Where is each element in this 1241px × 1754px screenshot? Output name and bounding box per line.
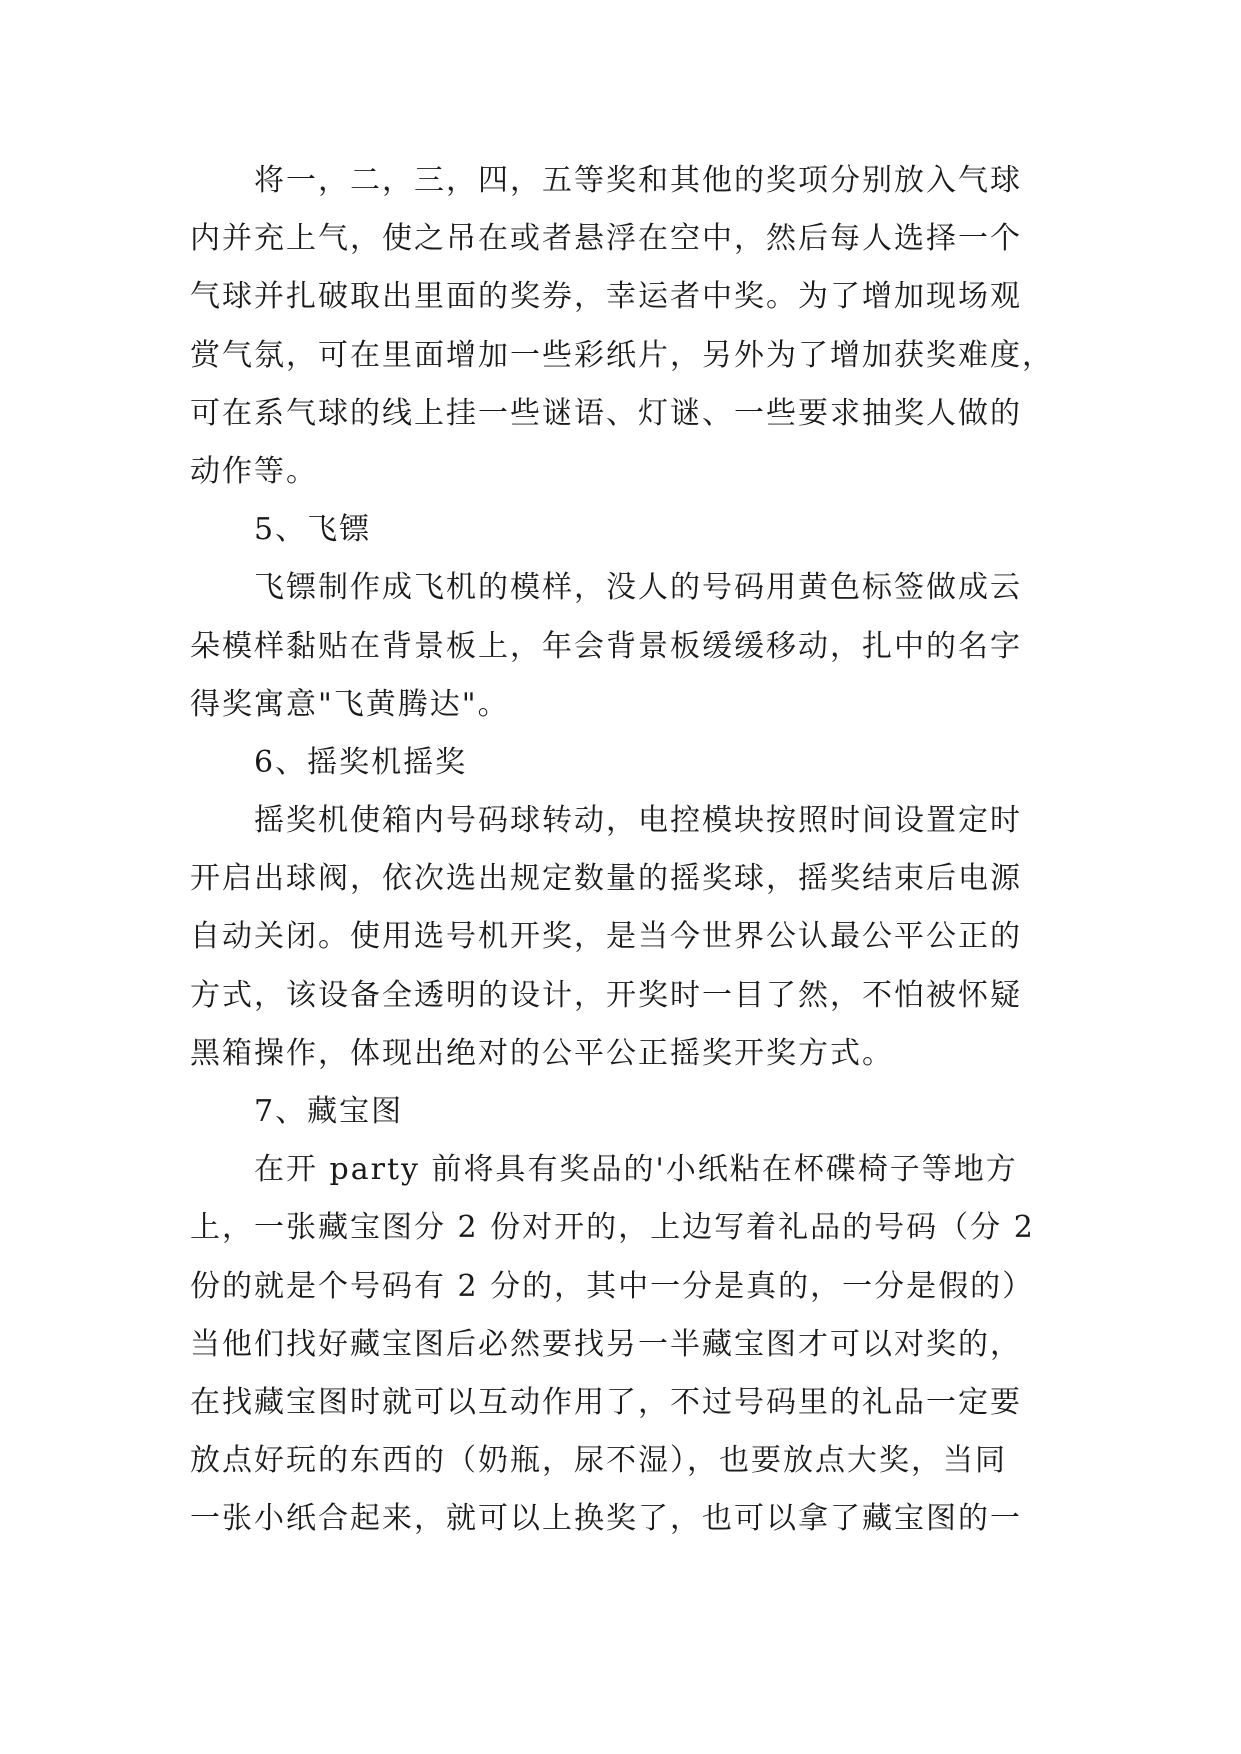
paragraph-balloon-line-2: 内并充上气，使之吊在或者悬浮在空中，然后每人选择一个 — [190, 221, 1022, 257]
paragraph-treasure-line-6: 放点好玩的东西的（奶瓶，尿不湿），也要放点大奖，当同 — [190, 1443, 1007, 1479]
paragraph-treasure-line-1: 在开 party 前将具有奖品的'小纸粘在杯碟椅子等地方 — [254, 1152, 1018, 1188]
paragraph-lottery-line-5: 黑箱操作，体现出绝对的公平公正摇奖开奖方式。 — [190, 1035, 894, 1071]
section-heading-darts: 5、飞镖 — [254, 512, 372, 548]
paragraph-balloon-line-4: 赏气氛，可在里面增加一些彩纸片，另外为了增加获奖难度， — [190, 337, 1054, 373]
document-body — [190, 152, 1052, 1549]
paragraph-balloon-line-1: 将一，二，三，四，五等奖和其他的奖项分别放入气球 — [254, 163, 1022, 198]
paragraph-treasure-line-4: 当他们找好藏宝图后必然要找另一半藏宝图才可以对奖的， — [190, 1326, 1022, 1362]
paragraph-balloon-line-5: 可在系气球的线上挂一些谜语、灯谜、一些要求抽奖人做的 — [190, 395, 1022, 431]
paragraph-treasure-line-2: 上，一张藏宝图分 2 份对开的，上边写着礼品的号码（分 2 — [190, 1210, 1035, 1246]
paragraph-darts-line-1: 飞镖制作成飞机的模样，没人的号码用黄色标签做成云 — [254, 570, 1022, 606]
section-heading-lottery-machine: 6、摇奖机摇奖 — [254, 744, 468, 780]
section-heading-treasure-map: 7、藏宝图 — [254, 1094, 404, 1129]
paragraph-lottery-line-3: 自动关闭。使用选号机开奖，是当今世界公认最公平公正的 — [190, 919, 1022, 955]
paragraph-treasure-line-3: 份的就是个号码有 2 分的，其中一分是真的，一分是假的） — [190, 1268, 1035, 1304]
paragraph-balloon-line-6: 动作等。 — [190, 453, 318, 489]
paragraph-balloon-line-3: 气球并扎破取出里面的奖券，幸运者中奖。为了增加现场观 — [190, 279, 1022, 315]
paragraph-treasure-line-7: 一张小纸合起来，就可以上换奖了，也可以拿了藏宝图的一 — [190, 1501, 1022, 1537]
paragraph-lottery-line-1: 摇奖机使箱内号码球转动，电控模块按照时间设置定时 — [254, 803, 1022, 839]
paragraph-lottery-line-4: 方式，该设备全透明的设计，开奖时一目了然，不怕被怀疑 — [190, 977, 1022, 1013]
paragraph-lottery-line-2: 开启出球阀，依次选出规定数量的摇奖球，摇奖结束后电源 — [190, 861, 1022, 897]
paragraph-darts-line-2: 朵模样黏贴在背景板上，年会背景板缓缓移动，扎中的名字 — [190, 628, 1022, 664]
paragraph-darts-line-3: 得奖寓意"飞黄腾达"。 — [190, 686, 510, 722]
paragraph-treasure-line-5: 在找藏宝图时就可以互动作用了，不过号码里的礼品一定要 — [190, 1384, 1022, 1420]
